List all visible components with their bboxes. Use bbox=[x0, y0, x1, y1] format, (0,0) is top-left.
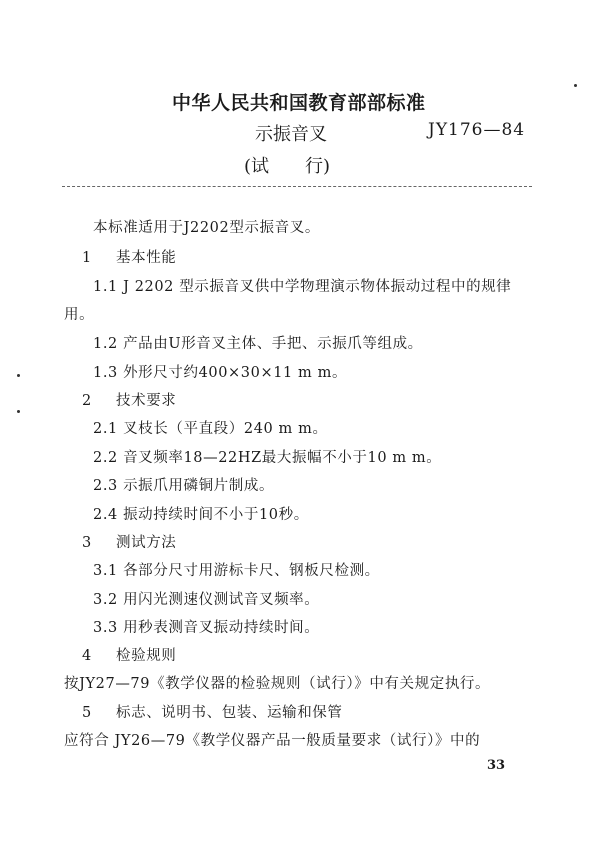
clause-1-1-continued: 用。 bbox=[64, 307, 95, 323]
clause-1-3: 1.3 外形尺寸约400×30×11 m m。 bbox=[93, 365, 348, 381]
section-number: 1 bbox=[82, 250, 92, 266]
clause-3-2: 3.2 用闪光测速仪测试音叉频率。 bbox=[93, 592, 320, 608]
clause-2-2: 2.2 音叉频率18—22HZ最大振幅不小于10 m m。 bbox=[93, 450, 442, 466]
document-subtitle: 示振音叉 bbox=[255, 124, 327, 145]
standard-title: 中华人民共和国教育部部标准 bbox=[172, 92, 426, 114]
clause-3-1: 3.1 各部分尺寸用游标卡尺、钢板尺检测。 bbox=[93, 563, 380, 579]
section-number: 3 bbox=[82, 535, 92, 551]
section-title: 技术要求 bbox=[116, 393, 177, 409]
section-title: 标志、说明书、包装、运输和保管 bbox=[116, 705, 343, 721]
clause-1-2: 1.2 产品由U形音叉主体、手把、示振爪等组成。 bbox=[93, 336, 423, 352]
section-title: 基本性能 bbox=[116, 250, 177, 266]
section-number: 5 bbox=[82, 705, 92, 721]
section-3-heading bbox=[82, 531, 176, 552]
section-1-heading bbox=[82, 246, 176, 267]
section-number: 2 bbox=[82, 393, 92, 409]
clause-2-3: 2.3 示振爪用磷铜片制成。 bbox=[93, 478, 275, 494]
clause-2-1: 2.1 叉枝长（平直段）240 m m。 bbox=[93, 421, 328, 437]
section-5-heading bbox=[82, 701, 343, 722]
section-number: 4 bbox=[82, 648, 92, 664]
section-4-text: 按JY27—79《教学仪器的检验规则（试行）》中有关规定执行。 bbox=[64, 676, 491, 692]
clause-2-4: 2.4 振动持续时间不小于10秒。 bbox=[93, 507, 309, 523]
section-2-heading bbox=[82, 389, 176, 410]
page-number: 33 bbox=[487, 758, 506, 773]
clause-3-3: 3.3 用秒表测音叉振动持续时间。 bbox=[93, 620, 320, 636]
scan-speck bbox=[17, 410, 20, 413]
intro-paragraph: 本标准适用于J2202型示振音叉。 bbox=[93, 220, 320, 236]
standard-code: JY176—84 bbox=[428, 120, 526, 140]
trial-label: (试 行) bbox=[244, 156, 331, 177]
section-5-text: 应符合 JY26—79《教学仪器产品一般质量要求（试行）》中的 bbox=[64, 733, 481, 749]
clause-1-1: 1.1 J 2202 型示振音叉供中学物理演示物体振动过程中的规律 bbox=[93, 279, 512, 295]
section-title: 测试方法 bbox=[116, 535, 177, 551]
scan-speck bbox=[17, 374, 20, 377]
section-title: 检验规则 bbox=[116, 648, 177, 664]
scan-speck bbox=[574, 84, 577, 87]
section-4-heading bbox=[82, 644, 176, 665]
header-divider bbox=[62, 186, 532, 187]
